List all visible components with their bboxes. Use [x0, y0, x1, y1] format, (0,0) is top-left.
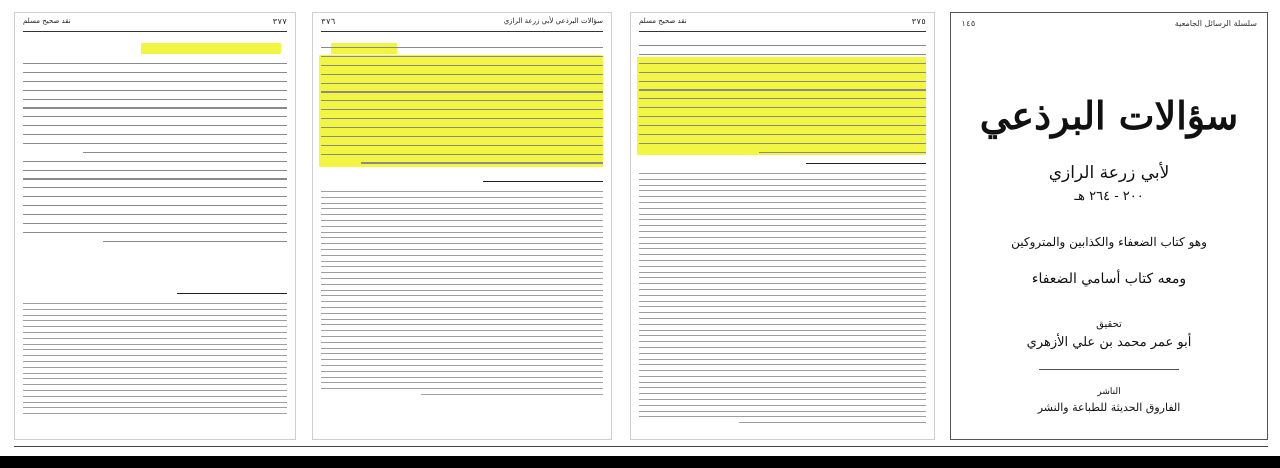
page-number: ٣٧٦	[321, 17, 336, 26]
content-description: وهو كتاب الضعفاء والكذابين والمتروكين	[1011, 235, 1207, 249]
book-page-375	[630, 12, 935, 440]
appended-work: ومعه كتاب أسامي الضعفاء	[1031, 271, 1187, 287]
running-header: نقد صحيح مسلم	[639, 17, 687, 25]
divider	[14, 446, 1268, 447]
page-number: ٣٧٧	[272, 17, 287, 26]
book-page-377	[14, 12, 296, 440]
footnote-separator	[177, 293, 287, 294]
publisher-name: الفاروق الحديثة للطباعة والنشر	[1037, 401, 1181, 414]
author-dates: ٢٠٠ - ٢٦٤ هـ	[1074, 189, 1144, 204]
series-name: سلسلة الرسائل الجامعية	[1174, 19, 1257, 28]
series-number: ١٤٥	[961, 19, 976, 28]
footnote-separator	[806, 163, 926, 164]
body-text-lines	[639, 45, 926, 160]
page-number: ٣٧٥	[911, 17, 926, 26]
editor-name: أبو عمر محمد بن علي الأزهري	[1026, 335, 1192, 350]
book-author: لأبي زرعة الرازي	[1048, 163, 1170, 183]
body-text-lines	[23, 63, 287, 249]
page-header	[639, 17, 926, 32]
footnote-lines	[23, 303, 287, 419]
running-header: سؤالات البرذعي لأبي زرعة الرازي	[503, 17, 603, 25]
title-page	[950, 12, 1268, 440]
page-header	[321, 17, 603, 32]
footnote-lines	[321, 191, 603, 400]
editor-label: تحقيق	[1096, 319, 1122, 330]
body-text-lines	[321, 47, 603, 171]
running-header: نقد صحيح مسلم	[23, 17, 71, 25]
divider	[1039, 369, 1179, 370]
bottom-border	[0, 456, 1280, 468]
page-header	[23, 17, 287, 32]
publisher-label: الناشر	[1097, 387, 1121, 397]
footnote-lines	[639, 173, 926, 428]
footnote-separator	[483, 181, 603, 182]
highlighted-text	[141, 43, 281, 54]
book-page-376	[312, 12, 612, 440]
book-title: سؤالات البرذعي	[979, 93, 1239, 138]
